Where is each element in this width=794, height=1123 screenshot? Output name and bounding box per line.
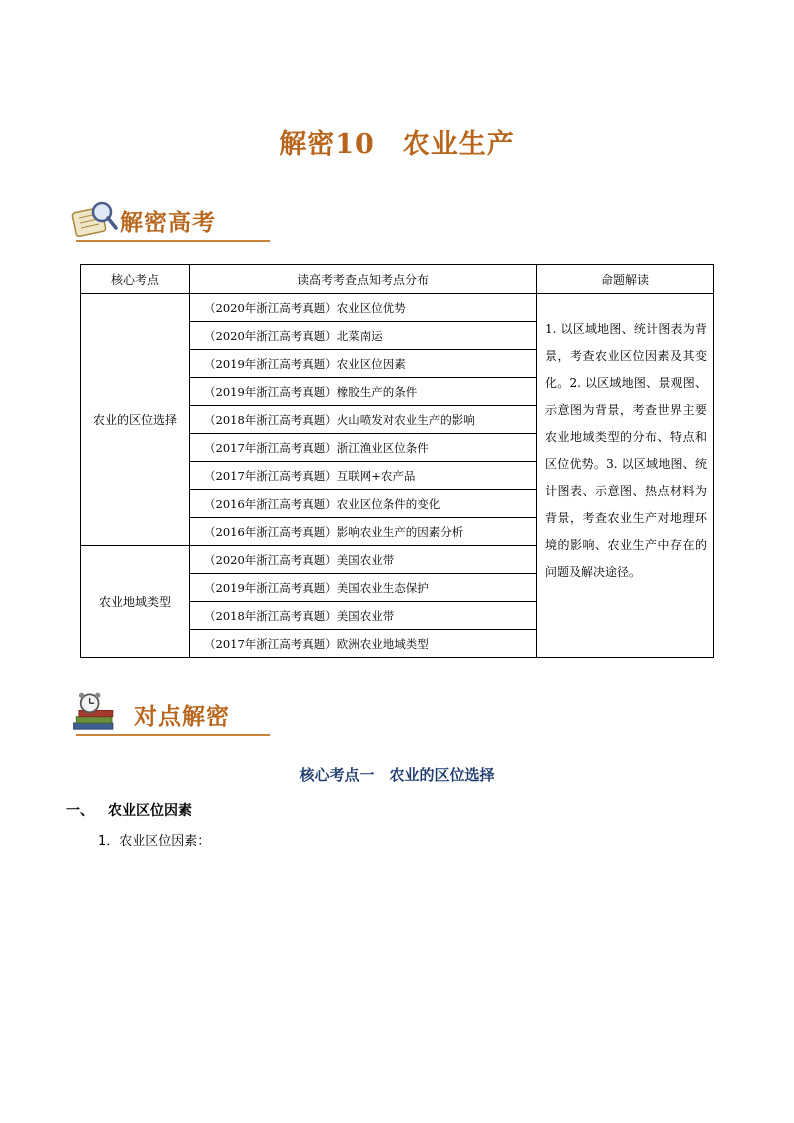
core-point-2: 农业地域类型 <box>81 546 190 658</box>
banner-duidian-jiemi <box>70 692 270 740</box>
exam-item: （2019年浙江高考真题）橡胶生产的条件 <box>190 378 537 406</box>
exam-item: （2020年浙江高考真题）美国农业带 <box>190 546 537 574</box>
banner-underline <box>76 240 270 242</box>
exam-item: （2017年浙江高考真题）浙江渔业区位条件 <box>190 434 537 462</box>
exam-item: （2018年浙江高考真题）火山喷发对农业生产的影响 <box>190 406 537 434</box>
exam-item: （2017年浙江高考真题）欧洲农业地域类型 <box>190 630 537 658</box>
table-header-row <box>81 265 714 294</box>
exam-item: （2017年浙江高考真题）互联网+农产品 <box>190 462 537 490</box>
alarm-clock-books-icon <box>70 692 120 736</box>
magnifier-notebook-icon <box>70 198 120 242</box>
exam-item: （2016年浙江高考真题）影响农业生产的因素分析 <box>190 518 537 546</box>
heading-text: 农业区位因素 <box>108 803 192 819</box>
section-title: 核心考点一 农业的区位选择 <box>299 766 495 784</box>
banner-label: 对点解密 <box>134 704 230 730</box>
banner-jiemi-gaokao <box>70 198 270 246</box>
header-distribution: 读高考考查点知考点分布 <box>190 265 537 294</box>
exam-item: （2020年浙江高考真题）农业区位优势 <box>190 294 537 322</box>
interpretation-cell: 1. 以区域地图、统计图表为背景，考查农业区位因素及其变化。2. 以区域地图、景观图、示意图为背景，考查世界主要农业地域类型的分布、特点和区位优势。3. 以区域地图、统计图表、示意图、热点材料为背景，考查农业生产对地理环境的影响、农业生产中存在的问题及解决途径。 <box>537 294 714 658</box>
header-interpretation: 命题解读 <box>537 265 714 294</box>
banner-label: 解密高考 <box>120 210 216 236</box>
exam-item: （2019年浙江高考真题）美国农业生态保护 <box>190 574 537 602</box>
sub-heading: 1．农业区位因素： <box>98 834 211 849</box>
exam-item: （2016年浙江高考真题）农业区位条件的变化 <box>190 490 537 518</box>
banner-underline <box>76 734 270 736</box>
exam-item: （2019年浙江高考真题）农业区位因素 <box>190 350 537 378</box>
table-row <box>81 294 714 322</box>
exam-item: （2018年浙江高考真题）美国农业带 <box>190 602 537 630</box>
exam-item: （2020年浙江高考真题）北菜南运 <box>190 322 537 350</box>
header-core: 核心考点 <box>81 265 190 294</box>
heading-number: 一、 <box>66 803 94 819</box>
exam-points-table <box>80 264 714 658</box>
page-title: 解密10 农业生产 <box>279 129 515 160</box>
core-point-1: 农业的区位选择 <box>81 294 190 546</box>
heading-level-1 <box>66 800 192 820</box>
